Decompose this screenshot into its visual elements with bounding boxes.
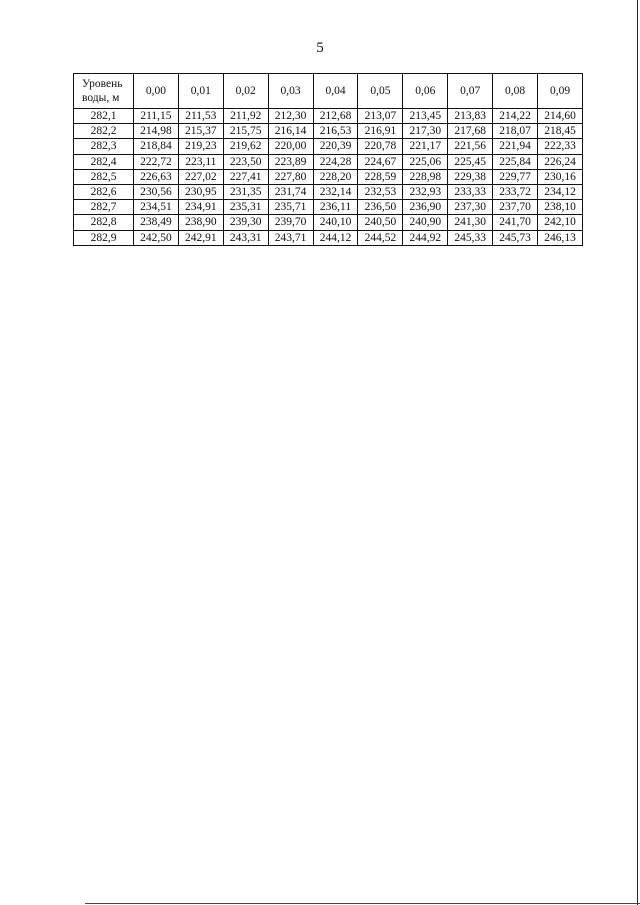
cell-value: 211,53 — [178, 109, 223, 124]
cell-value: 242,91 — [178, 230, 223, 245]
table-row — [74, 154, 583, 169]
cell-value: 212,68 — [313, 109, 358, 124]
cell-value: 225,06 — [403, 154, 448, 169]
table-row — [74, 139, 583, 154]
table-header — [74, 74, 583, 109]
cell-value: 231,74 — [268, 184, 313, 199]
cell-value: 235,71 — [268, 200, 313, 215]
cell-water-level: 282,9 — [74, 230, 134, 245]
cell-value: 225,84 — [493, 154, 538, 169]
cell-value: 224,28 — [313, 154, 358, 169]
cell-value: 228,98 — [403, 169, 448, 184]
header-col: 0,06 — [403, 74, 448, 109]
cell-value: 227,41 — [223, 169, 268, 184]
cell-water-level: 282,6 — [74, 184, 134, 199]
header-col: 0,07 — [448, 74, 493, 109]
cell-value: 227,02 — [178, 169, 223, 184]
cell-value: 211,92 — [223, 109, 268, 124]
cell-value: 232,93 — [403, 184, 448, 199]
header-col: 0,04 — [313, 74, 358, 109]
cell-value: 246,13 — [538, 230, 583, 245]
cell-value: 234,51 — [134, 200, 179, 215]
cell-value: 239,70 — [268, 215, 313, 230]
cell-value: 227,80 — [268, 169, 313, 184]
header-col: 0,05 — [358, 74, 403, 109]
cell-value: 237,70 — [493, 200, 538, 215]
header-col: 0,03 — [268, 74, 313, 109]
cell-water-level: 282,4 — [74, 154, 134, 169]
cell-value: 243,31 — [223, 230, 268, 245]
cell-value: 243,71 — [268, 230, 313, 245]
header-water-level-line2: воды, м — [82, 92, 120, 104]
cell-value: 234,12 — [538, 184, 583, 199]
cell-value: 226,63 — [134, 169, 179, 184]
cell-water-level: 282,7 — [74, 200, 134, 215]
cell-value: 218,84 — [134, 139, 179, 154]
cell-value: 219,62 — [223, 139, 268, 154]
cell-value: 244,12 — [313, 230, 358, 245]
cell-value: 234,91 — [178, 200, 223, 215]
table-body — [74, 109, 583, 246]
cell-value: 240,10 — [313, 215, 358, 230]
cell-value: 225,45 — [448, 154, 493, 169]
cell-value: 236,90 — [403, 200, 448, 215]
table-row — [74, 184, 583, 199]
cell-value: 214,60 — [538, 109, 583, 124]
cell-value: 235,31 — [223, 200, 268, 215]
page-number: 5 — [316, 40, 324, 56]
cell-value: 219,23 — [178, 139, 223, 154]
cell-value: 232,53 — [358, 184, 403, 199]
table-row — [74, 200, 583, 215]
cell-value: 244,92 — [403, 230, 448, 245]
cell-value: 213,07 — [358, 109, 403, 124]
page-edge-bottom — [85, 903, 640, 904]
header-water-level — [74, 74, 134, 109]
cell-water-level: 282,5 — [74, 169, 134, 184]
cell-value: 230,16 — [538, 169, 583, 184]
header-col: 0,01 — [178, 74, 223, 109]
cell-value: 223,89 — [268, 154, 313, 169]
cell-value: 242,50 — [134, 230, 179, 245]
cell-value: 221,17 — [403, 139, 448, 154]
cell-value: 232,14 — [313, 184, 358, 199]
cell-value: 242,10 — [538, 215, 583, 230]
cell-value: 222,33 — [538, 139, 583, 154]
cell-value: 229,38 — [448, 169, 493, 184]
cell-value: 218,45 — [538, 124, 583, 139]
table-row — [74, 215, 583, 230]
cell-value: 215,37 — [178, 124, 223, 139]
cell-value: 238,49 — [134, 215, 179, 230]
cell-value: 236,11 — [313, 200, 358, 215]
cell-value: 214,22 — [493, 109, 538, 124]
cell-value: 241,30 — [448, 215, 493, 230]
cell-value: 216,91 — [358, 124, 403, 139]
header-col: 0,09 — [538, 74, 583, 109]
cell-value: 218,07 — [493, 124, 538, 139]
cell-value: 223,50 — [223, 154, 268, 169]
cell-value: 223,11 — [178, 154, 223, 169]
cell-value: 228,59 — [358, 169, 403, 184]
table-row — [74, 230, 583, 245]
cell-value: 239,30 — [223, 215, 268, 230]
header-col: 0,00 — [134, 74, 179, 109]
cell-value: 245,73 — [493, 230, 538, 245]
cell-value: 237,30 — [448, 200, 493, 215]
cell-value: 214,98 — [134, 124, 179, 139]
cell-value: 224,67 — [358, 154, 403, 169]
cell-value: 229,77 — [493, 169, 538, 184]
cell-value: 233,33 — [448, 184, 493, 199]
cell-value: 211,15 — [134, 109, 179, 124]
cell-value: 244,52 — [358, 230, 403, 245]
header-row — [74, 74, 583, 109]
cell-value: 240,90 — [403, 215, 448, 230]
cell-value: 216,53 — [313, 124, 358, 139]
header-water-level-line1: Уровень — [82, 78, 123, 90]
cell-value: 213,45 — [403, 109, 448, 124]
cell-value: 221,94 — [493, 139, 538, 154]
cell-water-level: 282,8 — [74, 215, 134, 230]
cell-value: 222,72 — [134, 154, 179, 169]
header-col: 0,02 — [223, 74, 268, 109]
cell-value: 226,24 — [538, 154, 583, 169]
water-level-table — [73, 73, 583, 246]
cell-water-level: 282,2 — [74, 124, 134, 139]
header-col: 0,08 — [493, 74, 538, 109]
cell-value: 230,95 — [178, 184, 223, 199]
table-row — [74, 109, 583, 124]
cell-value: 241,70 — [493, 215, 538, 230]
cell-water-level: 282,3 — [74, 139, 134, 154]
cell-water-level: 282,1 — [74, 109, 134, 124]
cell-value: 215,75 — [223, 124, 268, 139]
table-row — [74, 169, 583, 184]
cell-value: 216,14 — [268, 124, 313, 139]
cell-value: 236,50 — [358, 200, 403, 215]
cell-value: 220,78 — [358, 139, 403, 154]
cell-value: 212,30 — [268, 109, 313, 124]
cell-value: 233,72 — [493, 184, 538, 199]
cell-value: 240,50 — [358, 215, 403, 230]
cell-value: 221,56 — [448, 139, 493, 154]
cell-value: 217,30 — [403, 124, 448, 139]
table-row — [74, 124, 583, 139]
cell-value: 230,56 — [134, 184, 179, 199]
cell-value: 213,83 — [448, 109, 493, 124]
cell-value: 238,10 — [538, 200, 583, 215]
cell-value: 245,33 — [448, 230, 493, 245]
cell-value: 217,68 — [448, 124, 493, 139]
cell-value: 238,90 — [178, 215, 223, 230]
cell-value: 228,20 — [313, 169, 358, 184]
cell-value: 220,00 — [268, 139, 313, 154]
cell-value: 220,39 — [313, 139, 358, 154]
page-edge-right — [637, 0, 638, 905]
cell-value: 231,35 — [223, 184, 268, 199]
